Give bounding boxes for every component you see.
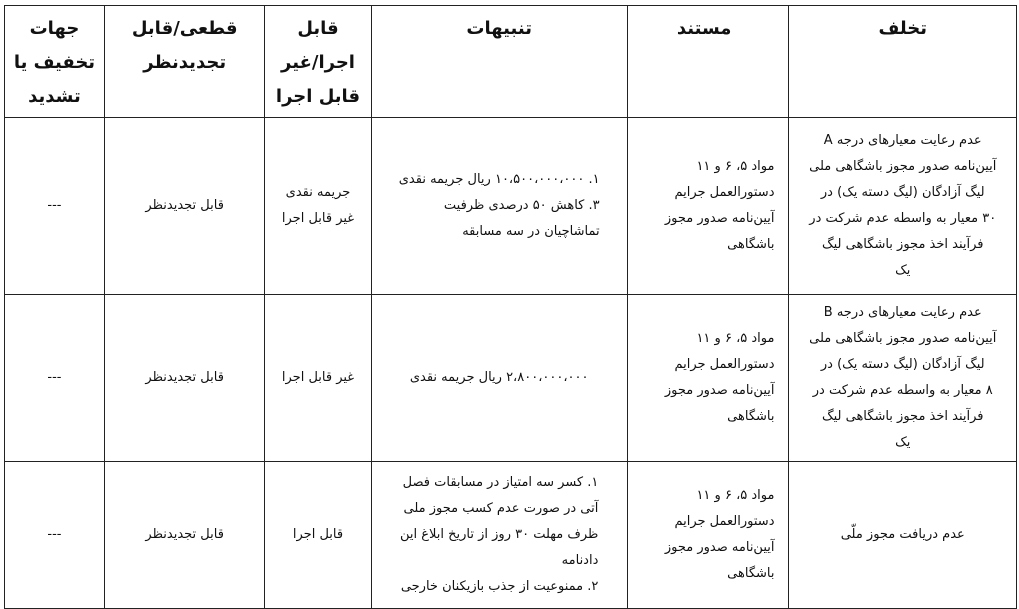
direction-cell: --- bbox=[5, 118, 105, 295]
penalties-cell: ۱. ۱۰،۵۰۰،۰۰۰،۰۰۰ ریال جریمه نقدی ۳. کاهش ۵۰ درصدی ظرفیت تماشاچیان در سه مسابقه bbox=[371, 118, 627, 295]
direction-cell: --- bbox=[5, 295, 105, 462]
final-cell: قابل تجدیدنظر bbox=[104, 462, 265, 609]
header-final: قطعی/قابل تجدیدنظر bbox=[104, 6, 265, 118]
violations-table bbox=[4, 5, 1017, 609]
header-row bbox=[5, 6, 1017, 118]
header-violation: تخلف bbox=[789, 6, 1017, 118]
penalties-cell: ۲،۸۰۰،۰۰۰،۰۰۰ ریال جریمه نقدی bbox=[371, 295, 627, 462]
header-document: مستند bbox=[627, 6, 789, 118]
direction-cell: --- bbox=[5, 462, 105, 609]
executable-cell: غیر قابل اجرا bbox=[265, 295, 371, 462]
document-cell: مواد ۵، ۶ و ۱۱ دستورالعمل جرایم آیین‌نامه صدور مجوز باشگاهی bbox=[627, 118, 789, 295]
header-executable: قابل اجرا/غیر قابل اجرا bbox=[265, 6, 371, 118]
document-cell: مواد ۵، ۶ و ۱۱ دستورالعمل جرایم آیین‌نامه صدور مجوز باشگاهی bbox=[627, 462, 789, 609]
violation-cell: عدم رعایت معیارهای درجه B آیین‌نامه صدور مجوز باشگاهی ملی لیگ آزادگان (لیگ دسته یک) در ۸ معیار به واسطه عدم شرکت در فرآیند اخذ مجوز باشگاهی لیگ یک bbox=[789, 295, 1017, 462]
final-cell: قابل تجدیدنظر bbox=[104, 295, 265, 462]
violation-cell: عدم دریافت مجوز ملّی bbox=[789, 462, 1017, 609]
table-row bbox=[5, 462, 1017, 609]
table-row bbox=[5, 295, 1017, 462]
executable-cell: قابل اجرا bbox=[265, 462, 371, 609]
executable-cell: جریمه نقدی غیر قابل اجرا bbox=[265, 118, 371, 295]
final-cell: قابل تجدیدنظر bbox=[104, 118, 265, 295]
penalties-cell: ۱. کسر سه امتیاز در مسابقات فصل آتی در صورت عدم کسب مجوز ملی ظرف مهلت ۳۰ روز از تاریخ ابلاغ این دادنامه ۲. ممنوعیت از جذب بازیکنان خارجی bbox=[371, 462, 627, 609]
header-direction: جهات تخفیف یا تشدید bbox=[5, 6, 105, 118]
document-cell: مواد ۵، ۶ و ۱۱ دستورالعمل جرایم آیین‌نامه صدور مجوز باشگاهی bbox=[627, 295, 789, 462]
table-row bbox=[5, 118, 1017, 295]
violation-cell: عدم رعایت معیارهای درجه A آیین‌نامه صدور مجوز باشگاهی ملی لیگ آزادگان (لیگ دسته یک) در ۳۰ معیار به واسطه عدم شرکت در فرآیند اخذ مجوز باشگاهی لیگ یک bbox=[789, 118, 1017, 295]
header-penalties: تنبیهات bbox=[371, 6, 627, 118]
